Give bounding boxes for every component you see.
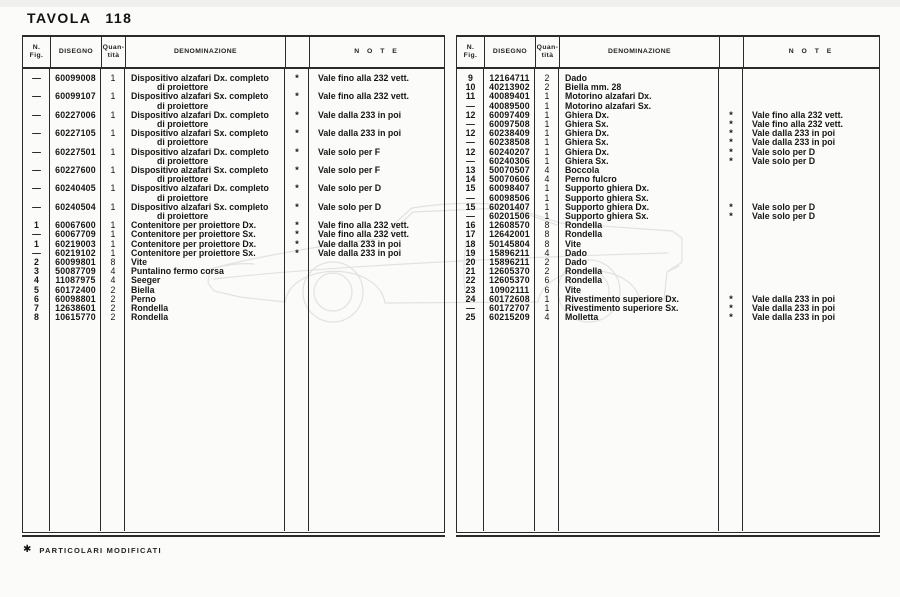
star-marker: *	[295, 165, 299, 177]
note-cell: Vale solo per D	[318, 201, 382, 212]
disegno-cell: 60097409	[489, 109, 530, 120]
star-marker: *	[729, 293, 733, 305]
denominazione-subline: di proiettore	[157, 100, 209, 111]
qty-cell: 4	[544, 165, 550, 176]
disegno-cell: 60215209	[489, 312, 530, 323]
fig-cell: —	[466, 137, 475, 148]
denominazione-cell: Dispositivo alzafari Sx. completo di proiettore	[125, 166, 285, 184]
denominazione-cell: Perno	[131, 293, 156, 304]
disegno-cell: 60097508	[489, 119, 530, 130]
qty-cell: 4	[110, 275, 116, 286]
disegno-cell: 12605370	[489, 266, 530, 277]
note-cell: Vale dalla 233 in poi	[752, 303, 836, 314]
note-cell: Vale solo per F	[318, 146, 381, 157]
disegno-cell: 60099008	[55, 73, 96, 83]
denominazione-cell: Dado	[565, 247, 587, 258]
disegno-cell: 12638601	[55, 303, 96, 314]
fig-cell: —	[466, 100, 475, 111]
qty-cell: 2	[110, 303, 116, 314]
table-body	[23, 69, 444, 531]
note-cell: Vale dalla 233 in poi	[318, 128, 402, 139]
star-marker: *	[729, 211, 733, 223]
fig-cell: 11	[465, 91, 476, 102]
star-marker: *	[295, 109, 299, 121]
table-row	[23, 166, 444, 184]
fig-cell: 17	[465, 229, 476, 240]
star-marker: *	[295, 238, 299, 250]
header-quantita: Quan- tità	[101, 37, 125, 67]
disegno-cell: 50070606	[489, 174, 530, 185]
denominazione-cell: Supporto ghiera Sx.	[565, 192, 649, 203]
page-top-shade	[0, 0, 900, 7]
qty-cell: 1	[544, 119, 550, 130]
denominazione-cell: Ghiera Dx.	[565, 128, 610, 139]
fig-cell: 23	[465, 284, 476, 295]
qty-cell: 6	[544, 275, 550, 286]
qty-cell: 1	[110, 183, 116, 194]
denominazione-cell: Boccola	[565, 165, 600, 176]
fig-cell: 1	[34, 238, 39, 249]
fig-cell: 21	[465, 266, 476, 277]
qty-cell: 1	[544, 137, 550, 148]
denominazione-cell: Motorino alzafari Sx.	[565, 100, 652, 111]
disegno-cell: 60067709	[55, 229, 96, 240]
denominazione-cell: Vite	[565, 238, 581, 249]
denominazione-subline: di proiettore	[157, 174, 209, 185]
disegno-cell: 60240504	[55, 201, 96, 212]
note-cell: Vale dalla 233 in poi	[752, 312, 836, 323]
denominazione-cell: Dispositivo alzafari Sx. completo di proiettore	[125, 129, 285, 147]
header-disegno: DISEGNO	[484, 37, 535, 67]
disegno-cell: 60172608	[489, 293, 530, 304]
disegno-cell: 60240207	[489, 146, 530, 157]
table-header-row	[457, 37, 879, 69]
star-marker: *	[729, 201, 733, 213]
qty-cell: 1	[544, 128, 550, 139]
note-cell: Vale solo per D	[752, 146, 816, 157]
qty-cell: 6	[544, 284, 550, 295]
qty-cell: 1	[544, 91, 550, 102]
disegno-cell: 60227501	[55, 146, 96, 157]
star-marker: *	[729, 109, 733, 121]
fig-cell: 9	[468, 73, 473, 83]
disegno-cell: 60098801	[55, 293, 96, 304]
qty-cell: 1	[544, 109, 550, 120]
table-row	[23, 111, 444, 129]
denominazione-cell: Ghiera Sx.	[565, 119, 609, 130]
qty-cell: 1	[544, 192, 550, 203]
denominazione-cell: Rondella	[131, 312, 169, 323]
denominazione-subline: di proiettore	[157, 211, 209, 222]
qty-cell: 4	[544, 174, 550, 185]
table-row	[457, 313, 879, 322]
fig-cell: 13	[465, 165, 476, 176]
denominazione-cell: Dado	[565, 257, 587, 268]
disegno-cell: 60238508	[489, 137, 530, 148]
fig-cell: —	[466, 303, 475, 314]
qty-cell: 2	[110, 284, 116, 295]
fig-cell: 19	[465, 247, 476, 258]
star-marker: *	[729, 128, 733, 140]
denominazione-cell: Rondella	[131, 303, 169, 314]
qty-cell: 1	[544, 100, 550, 111]
fig-cell: —	[32, 165, 41, 176]
note-cell: Vale dalla 233 in poi	[752, 128, 836, 139]
fig-cell: 12	[465, 146, 476, 157]
disegno-cell: 60219102	[55, 247, 96, 258]
fig-cell: 6	[34, 293, 39, 304]
star-marker: *	[295, 183, 299, 195]
header-denominazione: DENOMINAZIONE	[559, 37, 719, 67]
disegno-cell: 15896211	[489, 247, 530, 258]
note-cell: Vale fino alla 232 vett.	[318, 229, 409, 240]
star-marker: *	[295, 229, 299, 241]
fig-cell: 20	[465, 257, 476, 268]
note-cell: Vale dalla 233 in poi	[752, 137, 836, 148]
disegno-cell: 11087975	[55, 275, 96, 286]
fig-cell: —	[32, 183, 41, 194]
denominazione-cell: Rivestimento superiore Dx.	[565, 293, 679, 304]
modified-parts-legend	[23, 545, 162, 555]
disegno-cell: 60227105	[55, 128, 96, 139]
fig-cell: —	[466, 211, 475, 222]
qty-cell: 1	[544, 146, 550, 157]
denominazione-cell: Dispositivo alzafari Dx. completo di proiettore	[125, 148, 285, 166]
qty-cell: 2	[110, 293, 116, 304]
denominazione-cell: Supporto ghiera Dx.	[565, 183, 650, 194]
star-marker: *	[729, 155, 733, 167]
qty-cell: 1	[110, 128, 116, 139]
star-marker: *	[295, 247, 299, 259]
denominazione-cell: Biella mm. 28	[565, 82, 622, 93]
note-cell: Vale fino alla 232 vett.	[752, 119, 843, 130]
star-marker: *	[729, 146, 733, 158]
qty-cell: 8	[544, 220, 550, 231]
fig-cell: —	[466, 155, 475, 166]
disegno-cell: 60227006	[55, 109, 96, 120]
note-cell: Vale dalla 233 in poi	[318, 109, 402, 120]
note-cell: Vale dalla 233 in poi	[318, 247, 402, 258]
table-row	[23, 148, 444, 166]
denominazione-cell: Vite	[131, 257, 147, 268]
qty-cell: 8	[544, 238, 550, 249]
disegno-cell: 12605370	[489, 275, 530, 286]
fig-cell: —	[32, 109, 41, 120]
denominazione-cell: Dispositivo alzafari Dx. completo di proiettore	[125, 184, 285, 202]
fig-cell: 3	[34, 266, 39, 277]
table-header-row	[23, 37, 444, 69]
note-cell: Vale dalla 233 in poi	[318, 238, 402, 249]
qty-cell: 1	[544, 155, 550, 166]
disegno-cell: 60098407	[489, 183, 530, 194]
denominazione-cell: Contenitore per proiettore Dx.	[131, 238, 257, 249]
disegno-cell: 60099801	[55, 257, 96, 268]
table-rows	[23, 69, 444, 322]
fig-cell: —	[32, 247, 41, 258]
star-marker: *	[295, 128, 299, 140]
denominazione-cell: Motorino alzafari Dx.	[565, 91, 652, 102]
fig-cell: 12	[465, 109, 476, 120]
qty-cell: 2	[110, 312, 116, 323]
star-marker: *	[295, 201, 299, 213]
denominazione-cell: Dispositivo alzafari Dx. completo di proiettore	[125, 111, 285, 129]
qty-cell: 1	[110, 146, 116, 157]
denominazione-cell: Rondella	[565, 220, 603, 231]
disegno-cell: 40213902	[489, 82, 530, 93]
qty-cell: 2	[544, 82, 550, 93]
denominazione-cell: Rondella	[565, 275, 603, 286]
denominazione-cell: Contenitore per proiettore Dx.	[131, 220, 257, 231]
fig-cell: —	[32, 128, 41, 139]
fig-cell: 12	[465, 128, 476, 139]
table-row	[23, 313, 444, 322]
header-note: N O T E	[309, 37, 444, 67]
note-cell: Vale fino alla 232 vett.	[318, 220, 409, 231]
table-rows	[457, 69, 879, 322]
parts-table-right	[456, 35, 880, 533]
table-row	[23, 184, 444, 202]
note-cell: Vale fino alla 232 vett.	[318, 73, 409, 83]
qty-cell: 4	[544, 247, 550, 258]
qty-cell: 2	[544, 73, 550, 83]
fig-cell: —	[32, 201, 41, 212]
qty-cell: 1	[110, 109, 116, 120]
star-marker: *	[295, 220, 299, 232]
denominazione-subline: di proiettore	[157, 192, 209, 203]
qty-cell: 1	[544, 183, 550, 194]
denominazione-cell: Dispositivo alzafari Dx. completo di proiettore	[125, 74, 285, 92]
star-marker: *	[729, 303, 733, 315]
denominazione-cell: Dado	[565, 73, 587, 83]
disegno-cell: 12164711	[489, 73, 530, 83]
denominazione-cell: Seeger	[131, 275, 161, 286]
denominazione-subline: di proiettore	[157, 155, 209, 166]
asterisk-icon: ✱	[23, 544, 32, 555]
denominazione-cell: Vite	[565, 284, 581, 295]
qty-cell: 1	[110, 165, 116, 176]
header-star-column	[285, 37, 309, 67]
disegno-cell: 10902111	[489, 284, 530, 295]
note-cell: Vale solo per D	[318, 183, 382, 194]
header-fig: N. Fig.	[29, 44, 44, 59]
qty-cell: 1	[110, 91, 116, 102]
qty-cell: 8	[110, 257, 116, 268]
denominazione-subline: di proiettore	[157, 137, 209, 148]
qty-cell: 1	[110, 220, 116, 231]
note-cell: Vale solo per D	[752, 155, 816, 166]
qty-cell: 1	[110, 201, 116, 212]
fig-cell: 18	[465, 238, 476, 249]
note-cell: Vale solo per D	[752, 201, 816, 212]
table-row	[23, 129, 444, 147]
denominazione-cell: Supporto ghiera Sx.	[565, 211, 649, 222]
qty-cell: 1	[544, 211, 550, 222]
disegno-cell: 60240405	[55, 183, 96, 194]
denominazione-cell: Biella	[131, 284, 155, 295]
star-marker: *	[295, 91, 299, 103]
note-cell: Vale solo per F	[318, 165, 381, 176]
denominazione-cell: Molletta	[565, 312, 599, 323]
denominazione-cell: Supporto ghiera Dx.	[565, 201, 650, 212]
denominazione-cell: Contenitore per proiettore Sx.	[131, 229, 256, 240]
denominazione-cell: Ghiera Sx.	[565, 155, 609, 166]
fig-cell: —	[466, 192, 475, 203]
header-note: N O T E	[743, 37, 879, 67]
fig-cell: 15	[465, 201, 476, 212]
fig-cell: 16	[465, 220, 476, 231]
header-denominazione: DENOMINAZIONE	[125, 37, 285, 67]
star-marker: *	[729, 119, 733, 131]
disegno-cell: 10615770	[55, 312, 96, 323]
table-row	[23, 92, 444, 110]
qty-cell: 1	[110, 73, 116, 83]
note-cell: Vale dalla 233 in poi	[752, 293, 836, 304]
disegno-cell: 12642001	[489, 229, 530, 240]
fig-cell: 24	[465, 293, 476, 304]
disegno-cell: 60172400	[55, 284, 96, 295]
header-fig: N. Fig.	[463, 44, 478, 59]
fig-cell: 15	[465, 183, 476, 194]
fig-cell: —	[32, 73, 41, 83]
disegno-cell: 60227600	[55, 165, 96, 176]
legend-label: PARTICOLARI MODIFICATI	[39, 545, 162, 555]
denominazione-cell: Rondella	[565, 266, 603, 277]
disegno-cell: 40089401	[489, 91, 530, 102]
disegno-cell: 60219003	[55, 238, 96, 249]
denominazione-cell: Rondella	[565, 229, 603, 240]
star-marker: *	[295, 73, 299, 84]
disegno-cell: 60201506	[489, 211, 530, 222]
header-quantita: Quan- tità	[535, 37, 559, 67]
star-marker: *	[295, 146, 299, 158]
qty-cell: 1	[544, 293, 550, 304]
fig-cell: —	[466, 119, 475, 130]
fig-cell: 10	[465, 82, 476, 93]
fig-cell: 2	[34, 257, 39, 268]
disegno-cell: 60099107	[55, 91, 96, 102]
denominazione-subline: di proiettore	[157, 82, 209, 93]
denominazione-cell: Perno fulcro	[565, 174, 617, 185]
table-body	[457, 69, 879, 531]
denominazione-subline: di proiettore	[157, 119, 209, 130]
qty-cell: 1	[110, 229, 116, 240]
fig-cell: 22	[465, 275, 476, 286]
qty-cell: 4	[110, 266, 116, 277]
denominazione-cell: Puntalino fermo corsa	[131, 266, 224, 277]
qty-cell: 1	[544, 303, 550, 314]
denominazione-cell: Ghiera Dx.	[565, 146, 610, 157]
note-cell: Vale fino alla 232 vett.	[752, 109, 843, 120]
disegno-cell: 60172707	[489, 303, 530, 314]
disegno-cell: 60201407	[489, 201, 530, 212]
disegno-cell: 50070507	[489, 165, 530, 176]
fig-cell: —	[32, 146, 41, 157]
disegno-cell: 50087709	[55, 266, 96, 277]
table-row	[23, 74, 444, 92]
denominazione-cell: Rivestimento superiore Sx.	[565, 303, 679, 314]
denominazione-cell: Dispositivo alzafari Sx. completo di proiettore	[125, 203, 285, 221]
fig-cell: 14	[465, 174, 476, 185]
fig-cell: —	[32, 229, 41, 240]
disegno-cell: 60067600	[55, 220, 96, 231]
fig-cell: 5	[34, 284, 39, 295]
qty-cell: 8	[544, 229, 550, 240]
star-marker: *	[729, 312, 733, 324]
fig-cell: 1	[34, 220, 39, 231]
note-cell: Vale solo per D	[752, 211, 816, 222]
denominazione-cell: Dispositivo alzafari Sx. completo di proiettore	[125, 92, 285, 110]
fig-cell: 4	[34, 275, 39, 286]
header-disegno: DISEGNO	[50, 37, 101, 67]
disegno-cell: 60240306	[489, 155, 530, 166]
fig-cell: —	[32, 91, 41, 102]
qty-cell: 1	[544, 201, 550, 212]
disegno-cell: 12608570	[489, 220, 530, 231]
header-star-column	[719, 37, 743, 67]
disegno-cell: 40089500	[489, 100, 530, 111]
disegno-cell: 50145804	[489, 238, 530, 249]
disegno-cell: 60098506	[489, 192, 530, 203]
table-row	[23, 203, 444, 221]
qty-cell: 1	[110, 238, 116, 249]
disegno-cell: 15896211	[489, 257, 530, 268]
note-cell: Vale fino alla 232 vett.	[318, 91, 409, 102]
denominazione-cell: Ghiera Sx.	[565, 137, 609, 148]
fig-cell: 7	[34, 303, 39, 314]
page-title: TAVOLA 118	[27, 10, 133, 26]
star-marker: *	[729, 137, 733, 149]
denominazione-cell: Ghiera Dx.	[565, 109, 610, 120]
qty-cell: 4	[544, 312, 550, 323]
parts-table-left	[22, 35, 445, 533]
qty-cell: 2	[544, 266, 550, 277]
fig-cell: 8	[34, 312, 39, 323]
denominazione-cell: Contenitore per proiettore Sx.	[131, 247, 256, 258]
disegno-cell: 60238409	[489, 128, 530, 139]
qty-cell: 2	[544, 257, 550, 268]
qty-cell: 1	[110, 247, 116, 258]
fig-cell: 25	[465, 312, 476, 323]
